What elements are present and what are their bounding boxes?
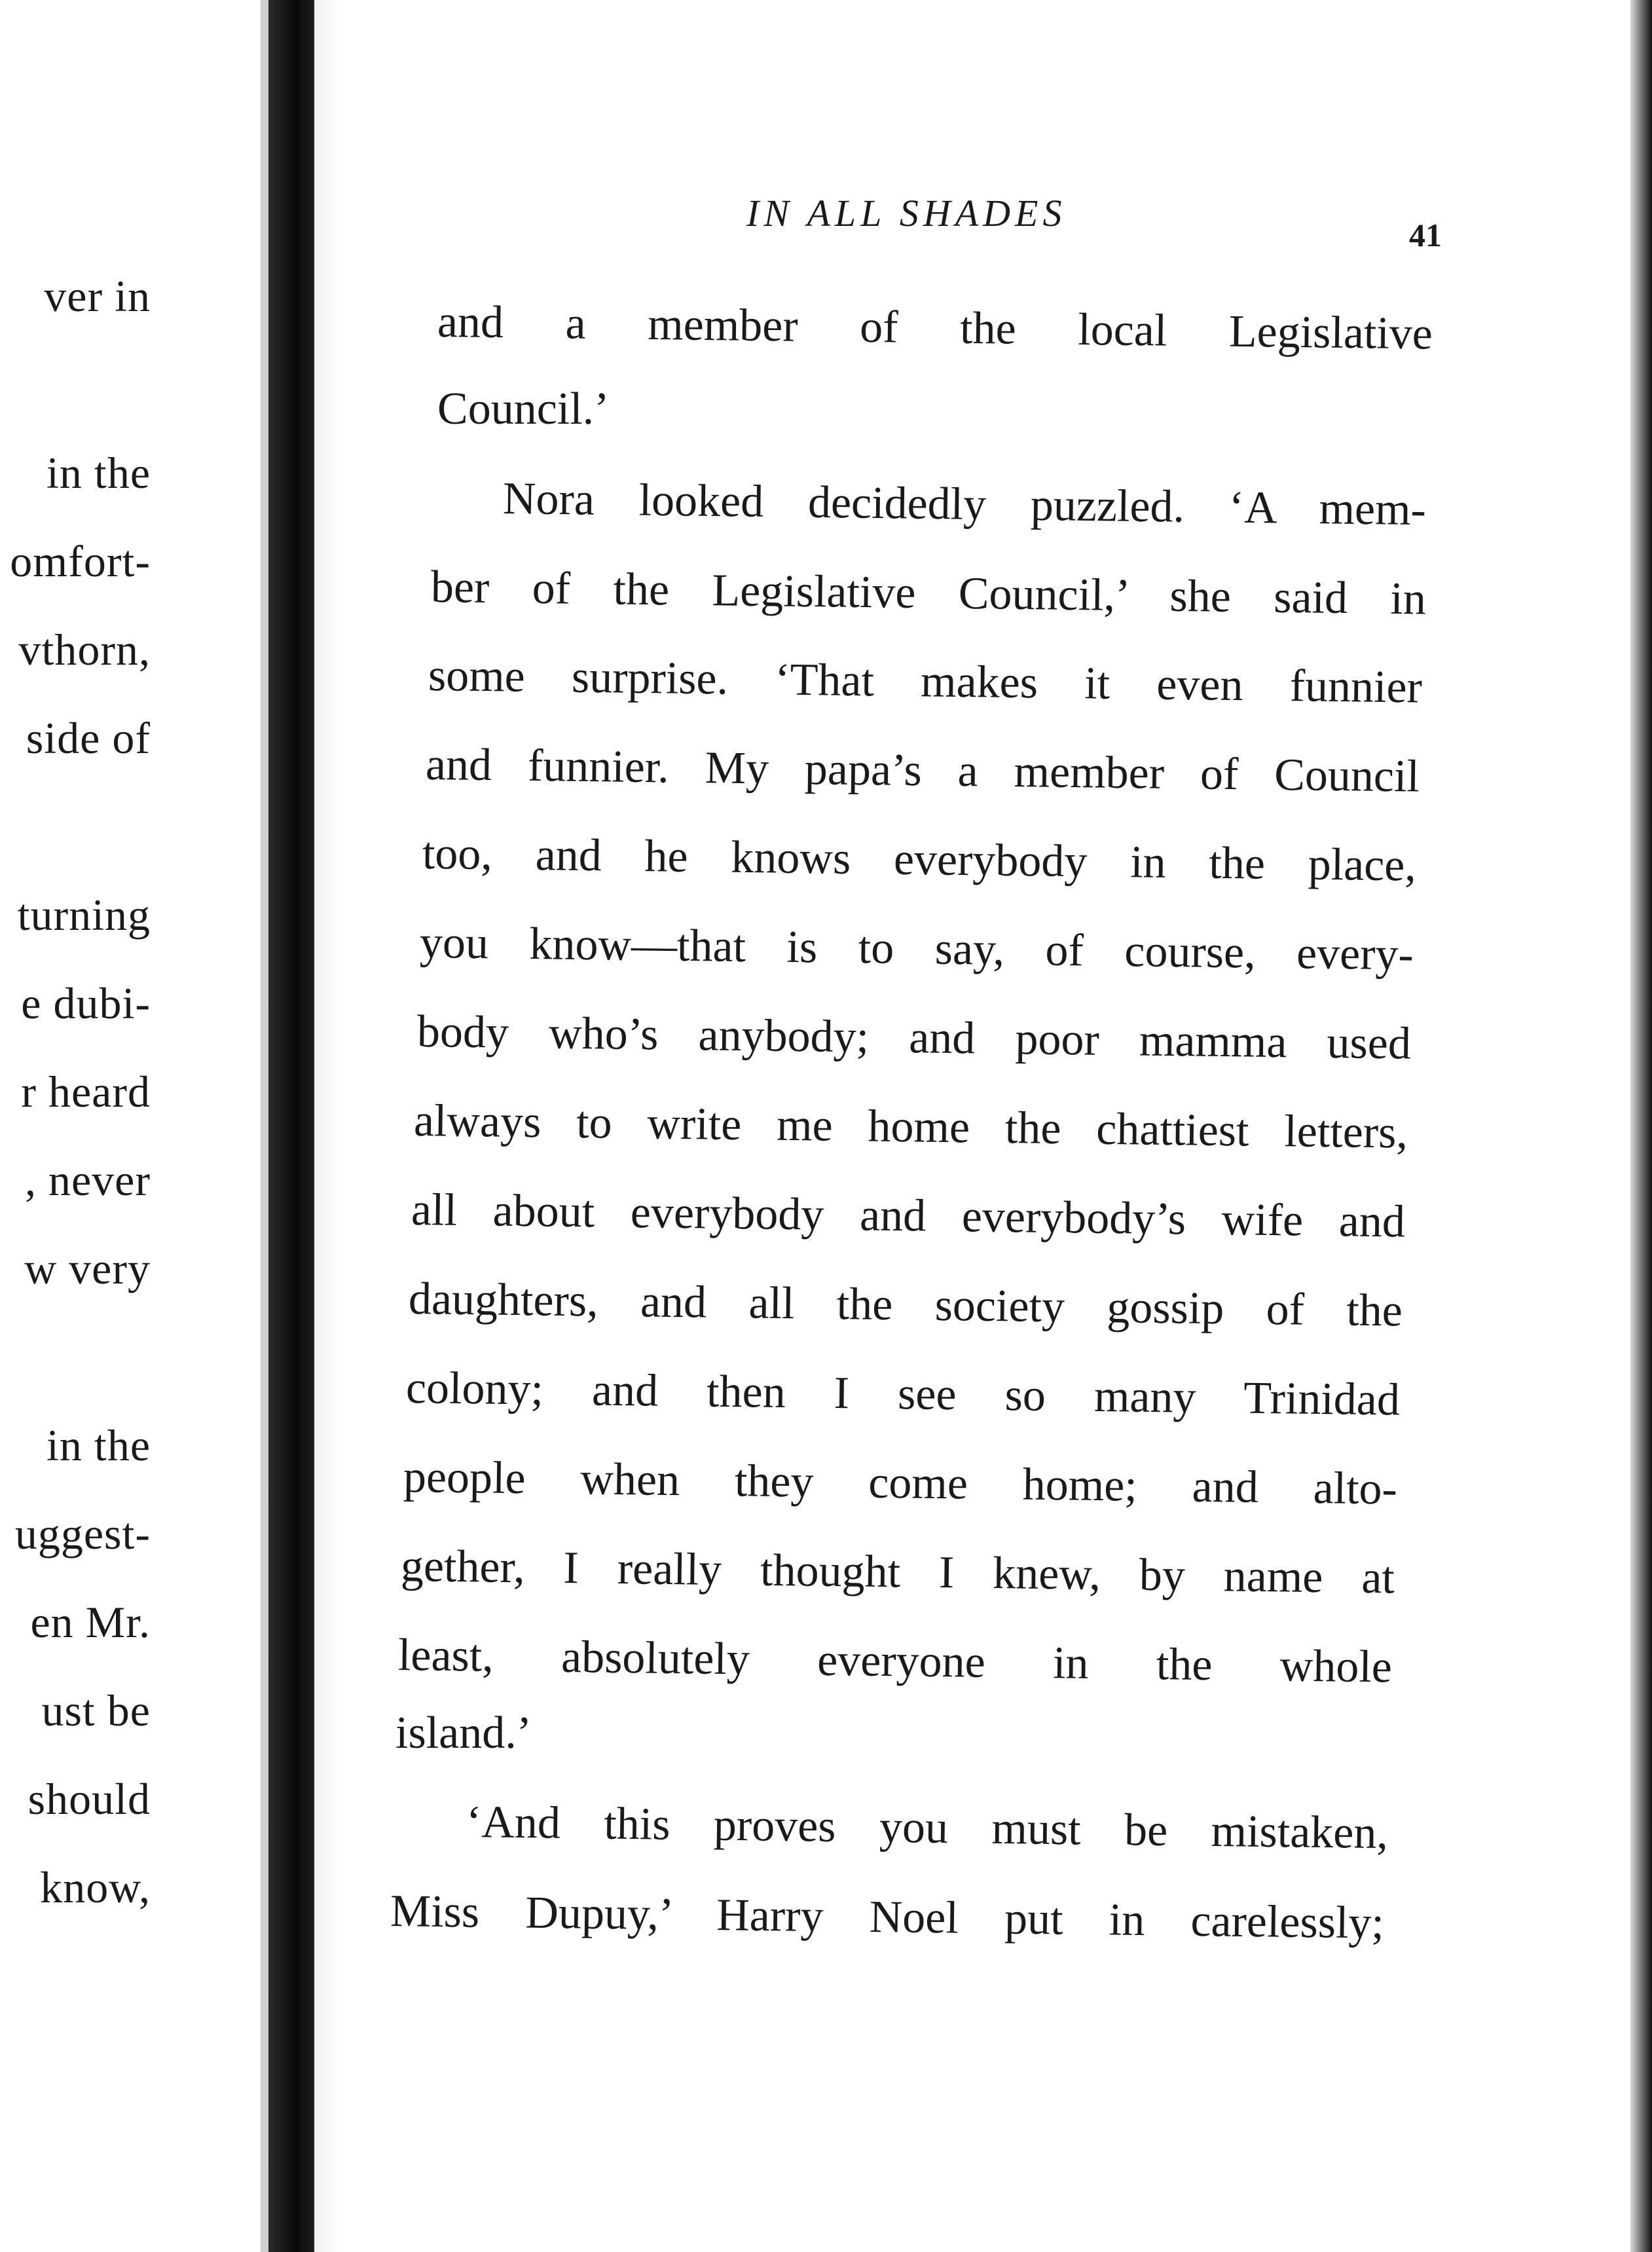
page-edge-shadow — [1630, 0, 1652, 2252]
left-page — [0, 0, 261, 2252]
body-line: people when they come home; and alto- — [403, 1452, 1398, 1515]
body-line: ber of the Legislative Council,’ she said in — [430, 562, 1427, 625]
left-page-line: know, — [40, 1862, 151, 1912]
running-head: IN ALL SHADES — [746, 192, 1067, 234]
page-gutter-shadow — [261, 0, 268, 2252]
body-line: island.’ — [395, 1708, 532, 1758]
left-page-line: e dubi- — [21, 978, 151, 1028]
left-page-line: turning — [17, 890, 151, 940]
body-line: all about everybody and everybody’s wife and — [411, 1185, 1406, 1247]
left-page-line: , never — [24, 1155, 151, 1205]
left-page-line: uggest- — [14, 1509, 151, 1559]
body-line: colony; and then I see so many Trinidad — [405, 1363, 1401, 1426]
book-spine-gutter — [268, 0, 314, 2252]
body-line: daughters, and all the society gossip of the — [408, 1274, 1403, 1337]
body-line: always to write me home the chattiest letters, — [413, 1096, 1408, 1158]
body-line: and a member of the local Legislative — [437, 297, 1433, 360]
body-line: least, absolutely everyone in the whole — [397, 1630, 1393, 1693]
left-page-line: w very — [24, 1244, 151, 1293]
left-page-line: in the — [46, 1420, 151, 1470]
body-line: too, and he knows everybody in the place, — [422, 828, 1417, 891]
body-line: Council.’ — [437, 384, 610, 434]
body-line: gether, I really thought I knew, by name at — [400, 1541, 1395, 1604]
left-page-line: r heard — [21, 1067, 151, 1117]
left-page-line: en Mr. — [30, 1597, 151, 1647]
body-line: you know—that is to say, of course, every- — [419, 917, 1414, 980]
left-page-line: should — [28, 1774, 151, 1824]
body-line: Miss Dupuy,’ Harry Noel put in carelessly; — [390, 1886, 1385, 1949]
left-page-line: in the — [46, 448, 151, 498]
left-page-line: ust be — [41, 1686, 151, 1735]
left-page-line: side of — [26, 713, 151, 763]
left-page-line: omfort- — [10, 536, 151, 586]
left-page-line: vthorn, — [18, 625, 151, 674]
body-line: body who’s anybody; and poor mamma used — [416, 1006, 1412, 1069]
body-line: Nora looked decidedly puzzled. ‘A mem- — [502, 473, 1427, 536]
page-number: 41 — [1409, 217, 1442, 253]
left-page-line: ver in — [44, 271, 151, 321]
body-line: some surprise. ‘That makes it even funnier — [428, 650, 1423, 713]
body-line: and funnier. My papa’s a member of Council — [425, 739, 1420, 802]
body-line: ‘And this proves you must be mistaken, — [466, 1797, 1389, 1859]
